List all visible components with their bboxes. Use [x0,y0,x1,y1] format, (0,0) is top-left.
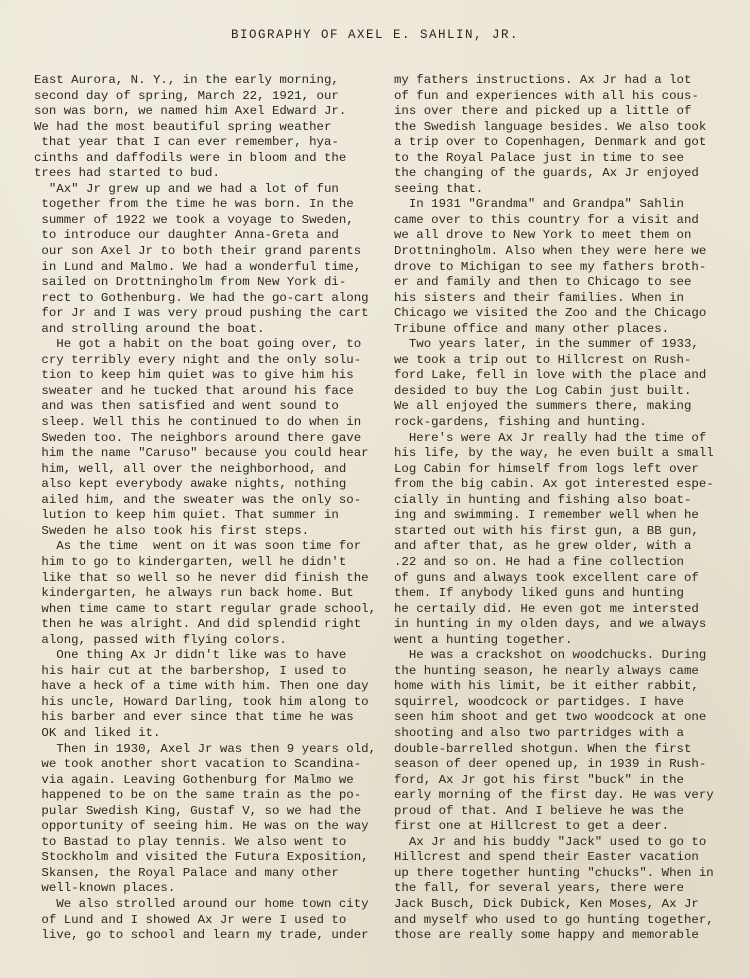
page-title: BIOGRAPHY OF AXEL E. SAHLIN, JR. [230,28,520,42]
text-line: him the name "Caruso" because you could hear [34,446,369,461]
text-line: his uncle, Howard Darling, took him along to [34,694,369,709]
text-line: the changing of the guards, Ax Jr enjoyed [394,166,699,181]
text-line: cinths and daffodils were in bloom and the [34,150,347,165]
text-line: ford, Ax Jr got his first "buck" in the [394,772,684,787]
text-line: tion to keep him quiet was to give him his [34,368,354,383]
text-line: seeing that. [394,181,484,196]
text-line: his life, by the way, he even built a small [394,446,714,461]
text-line: Skansen, the Royal Palace and many other [34,865,339,880]
text-line: proud of that. And I believe he was the [394,803,684,818]
text-line: in Lund and Malmo. We had a wonderful time, [34,259,362,274]
text-line: Then in 1930, Axel Jr was then 9 years old, [34,741,377,756]
text-line: rect to Gothenburg. We had the go-cart along [34,290,369,305]
text-line: Two years later, in the summer of 1933, [394,337,699,352]
text-line: ailed him, and the sweater was the only so- [34,492,362,507]
text-line: .22 and so on. He had a fine collection [394,554,684,569]
text-line: We all enjoyed the summers there, making [394,399,692,414]
text-line: ins over there and picked up a little of [394,104,692,119]
text-line: lution to keep him quiet. That summer in [34,508,339,523]
right-text-column [394,73,734,944]
text-line: son was born, we named him Axel Edward Jr. [34,104,347,119]
text-line: also kept everybody awake nights, nothing [34,477,347,492]
text-line: we all drove to New York to meet them on [394,228,692,243]
text-line: to the Royal Palace just in time to see [394,150,684,165]
text-line: the hunting season, he nearly always came [394,663,699,678]
text-line: we took another short vacation to Scandina- [34,757,362,772]
text-line: second day of spring, March 22, 1921, our [34,88,339,103]
text-line: "Ax" Jr grew up and we had a lot of fun [34,181,339,196]
text-line: sleep. Well this he continued to do when in [34,415,362,430]
text-line: to introduce our daughter Anna-Greta and [34,228,339,243]
text-line: He got a habit on the boat going over, to [34,337,362,352]
left-text-column [34,73,379,944]
text-line: We also strolled around our home town city [34,896,369,911]
text-line: As the time went on it was soon time for [34,539,362,554]
text-line: a trip over to Copenhagen, Denmark and got [394,135,707,150]
text-line: early morning of the first day. He was very [394,788,714,803]
text-line: we took a trip out to Hillcrest on Rush- [394,352,692,367]
text-line: drove to Michigan to see my fathers broth- [394,259,707,274]
text-line: Ax Jr and his buddy "Jack" used to go to [394,834,707,849]
text-line: squirrel, woodcock or partidges. I have [394,694,684,709]
text-line: and strolling around the boat. [34,321,265,336]
text-line: my fathers instructions. Ax Jr had a lot [394,73,692,87]
text-line: Sweden too. The neighbors around there gave [34,430,362,445]
text-line: our son Axel Jr to both their grand parents [34,244,362,259]
text-line: cry terribly every night and the only solu- [34,352,362,367]
text-line: kindergarten, he always run back home. But [34,586,354,601]
text-line: rock-gardens, fishing and hunting. [394,415,647,430]
text-line: season of deer opened up, in 1939 in Rush- [394,757,707,772]
text-line: live, go to school and learn my trade, under [34,928,369,943]
text-line: he certaily did. He even got me intersted [394,601,699,616]
text-line: him, well, all over the neighborhood, and [34,461,347,476]
text-line: his barber and ever since that time he was [34,710,354,725]
text-line: sweater and he tucked that around his face [34,383,354,398]
text-line: started out with his first gun, a BB gun, [394,523,699,538]
text-line: and after that, as he grew older, with a [394,539,692,554]
text-line: like that so well so he never did finish the [34,570,369,585]
text-line: Tribune office and many other places. [394,321,670,336]
text-line: Hillcrest and spend their Easter vacation [394,850,699,865]
text-line: the fall, for several years, there were [394,881,684,896]
text-line: summer of 1922 we took a voyage to Sweden, [34,212,354,227]
text-line: Chicago we visited the Zoo and the Chicago [394,306,707,321]
text-line: that year that I can ever remember, hya- [34,135,339,150]
text-line: trees had started to bud. [34,166,220,181]
text-line: and myself who used to go hunting together, [394,912,714,927]
text-line: shooting and also two partridges with a [394,725,684,740]
text-line: have a heck of a time with him. Then one day [34,679,369,694]
text-line: ford Lake, fell in love with the place and [394,368,707,383]
text-line: them. If anybody liked guns and hunting [394,586,684,601]
text-line: the Swedish language besides. We also took [394,119,707,134]
text-line: from the big cabin. Ax got interested espe- [394,477,714,492]
text-line: pular Swedish King, Gustaf V, so we had the [34,803,362,818]
text-line: sailed on Drottningholm from New York di- [34,275,347,290]
text-line: double-barrelled shotgun. When the first [394,741,692,756]
text-line: happened to be on the same train as the po- [34,788,362,803]
text-line: Stockholm and visited the Futura Exposition, [34,850,369,865]
text-line: went a hunting together. [394,632,573,647]
text-line: of guns and always took excellent care of [394,570,699,585]
text-line: Here's were Ax Jr really had the time of [394,430,707,445]
text-line: desided to buy the Log Cabin just built. [394,383,692,398]
text-line: of Lund and I showed Ax Jr were I used to [34,912,347,927]
text-line: He was a crackshot on woodchucks. During [394,648,707,663]
text-line: OK and liked it. [34,725,161,740]
text-line: up there together hunting "chucks". When in [394,865,714,880]
text-line: well-known places. [34,881,176,896]
text-line: er and family and then to Chicago to see [394,275,692,290]
text-line: One thing Ax Jr didn't like was to have [34,648,347,663]
text-line: for Jr and I was very proud pushing the cart [34,306,369,321]
text-line: him to go to kindergarten, well he didn't [34,554,347,569]
text-line: Sweden he also took his first steps. [34,523,310,538]
text-line: to Bastad to play tennis. We also went to [34,834,347,849]
text-line: came over to this country for a visit and [394,212,699,227]
text-line: his hair cut at the barbershop, I used to [34,663,347,678]
text-line: together from the time he was born. In the [34,197,354,212]
text-line: home with his limit, be it either rabbit, [394,679,699,694]
text-line: In 1931 "Grandma" and Grandpa" Sahlin [394,197,684,212]
text-line: Log Cabin for himself from logs left over [394,461,699,476]
text-line: of fun and experiences with all his cous- [394,88,699,103]
text-line: first one at Hillcrest to get a deer. [394,819,670,834]
text-line: those are really some happy and memorable [394,928,699,943]
text-line: and was then satisfied and went sound to [34,399,339,414]
text-line: East Aurora, N. Y., in the early morning, [34,73,339,87]
text-line: opportunity of seeing him. He was on the way [34,819,369,834]
text-line: We had the most beautiful spring weather [34,119,332,134]
text-line: via again. Leaving Gothenburg for Malmo we [34,772,354,787]
text-line: Jack Busch, Dick Dubick, Ken Moses, Ax Jr [394,896,699,911]
text-line: his sisters and their families. When in [394,290,684,305]
text-line: Drottningholm. Also when they were here we [394,244,707,259]
text-line: then he was alright. And did splendid right [34,617,362,632]
text-line: along, passed with flying colors. [34,632,287,647]
text-line: seen him shoot and get two woodcock at one [394,710,707,725]
text-line: when time came to start regular grade school, [34,601,377,616]
text-line: ing and swimming. I remember well when he [394,508,699,523]
text-line: cially in hunting and fishing also boat- [394,492,692,507]
text-line: in hunting in my olden days, and we always [394,617,707,632]
